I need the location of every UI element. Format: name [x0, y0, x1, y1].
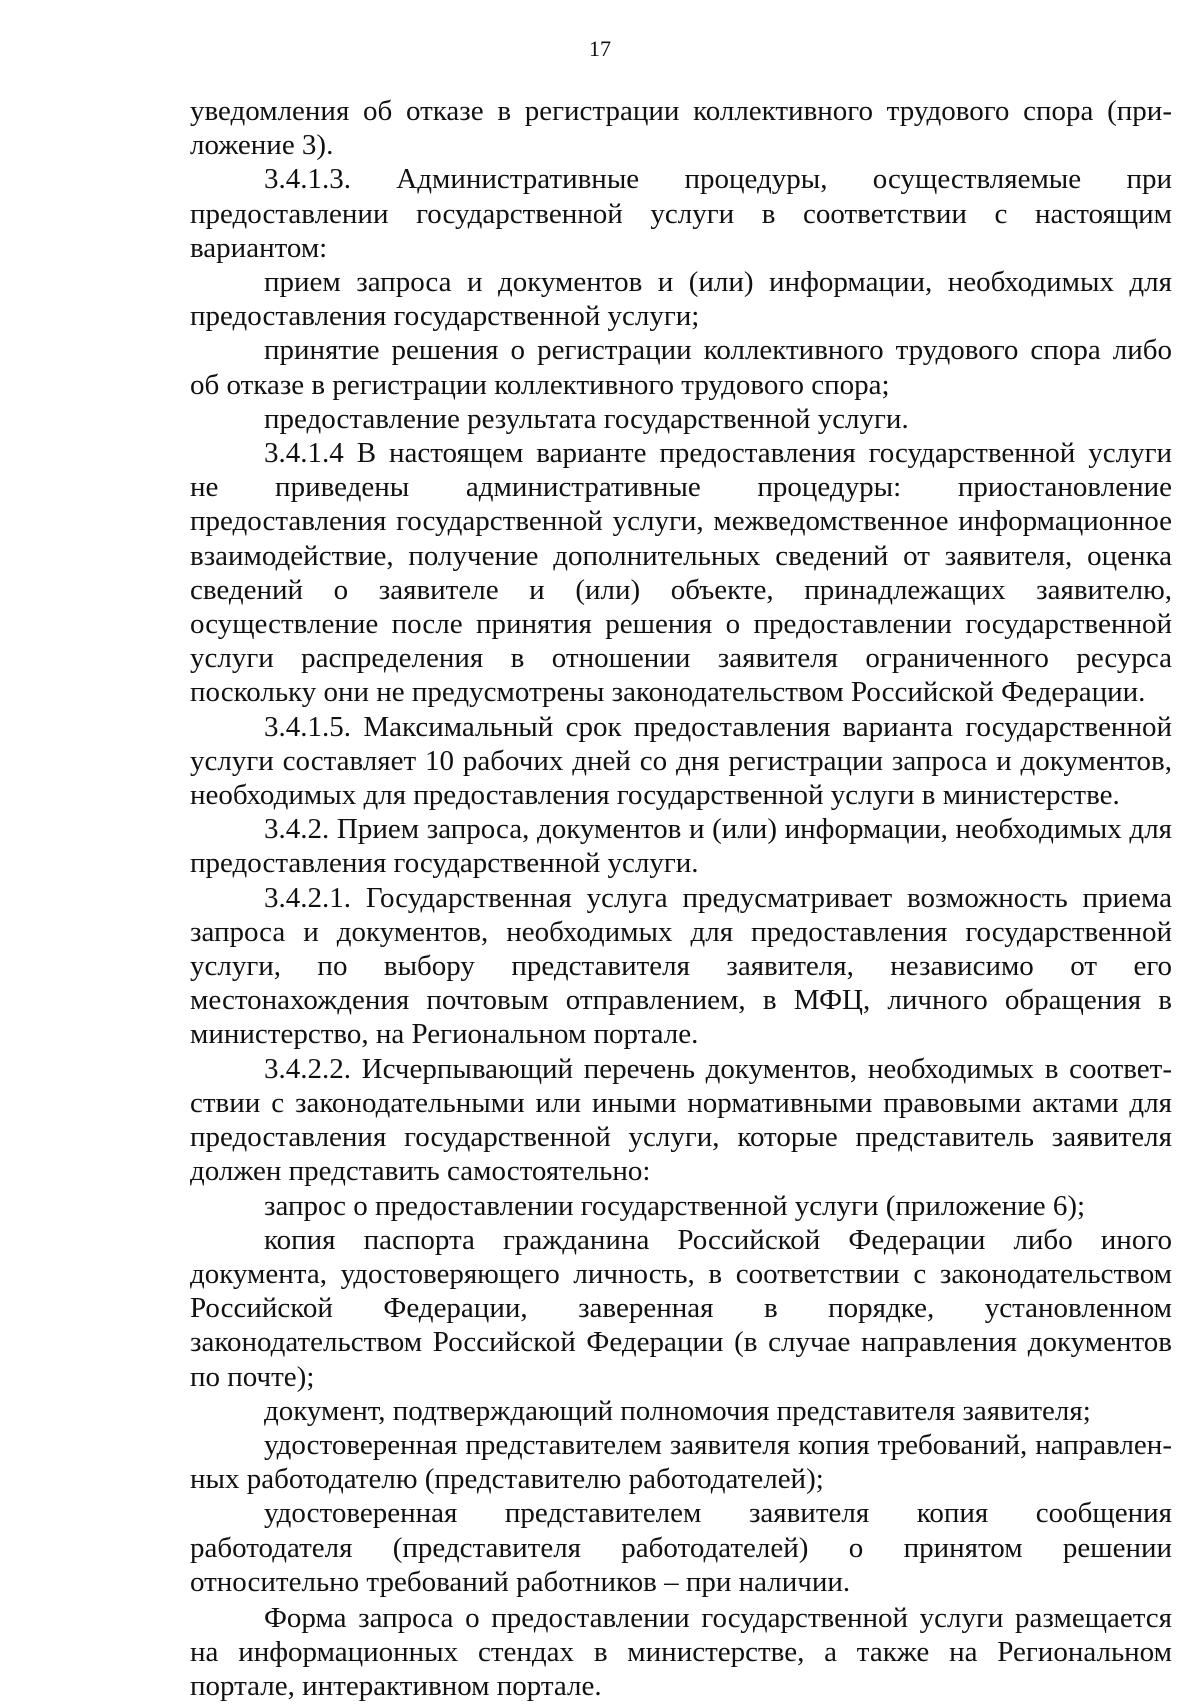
- page-number: 17: [589, 36, 611, 61]
- paragraph-3-4-2: 3.4.2. Прием запроса, документов и (или) информации, необходимых для предоставления государственной услуги.: [190, 813, 1172, 880]
- list-item-requirements-copy: удостоверенная представителем заявителя копия требований, направленных работодателю (представителю работодателей);: [190, 1428, 1172, 1496]
- paragraph-3-4-1-5: 3.4.1.5. Максимальный срок предоставления варианта государственной услуги составляет 10 рабочих дней со дня регистрации запроса и документов, необходимых для предоставления государственной услуги в министерстве.: [190, 710, 1172, 812]
- paragraph-3-4-1-4: 3.4.1.4 В настоящем варианте предоставления государственной услуги не приведены административные процедуры: приостановление предоставления государственной услуги, межведомственное информационное взаимодействие, получение дополнительных сведений от заявителя, оценка сведений о заявителе и (или) объекте, принадлежащих заявителю, осуществление после принятия решения о предоставлении государственной услуги распределения в отношении заявителя ограниченного ресурса поскольку они не предусмотрены законодательством Российской Федерации.: [190, 437, 1172, 709]
- list-item-passport-copy: копия паспорта гражданина Российской Федерации либо иного документа, удостоверяющего личность, в соответствии с законодательством Российской Федерации, заверенная в порядке, установленном законодательством Российской Федерации (в случае направления документов по почте);: [190, 1223, 1172, 1393]
- paragraph-request-form-placement: Форма запроса о предоставлении государственной услуги размещается на информационных стендах в министерстве, а также на Региональном портале, интерактивном портале.: [190, 1601, 1172, 1703]
- paragraph-3-4-1-3: 3.4.1.3. Административные процедуры, осуществляемые при предоставлении государственной услуги в соответствии с настоящим вариантом:: [190, 163, 1172, 264]
- list-item-request-acceptance: прием запроса и документов и (или) информации, необходимых для предоставления государственной услуги;: [190, 266, 1172, 333]
- list-item-result: предоставление результата государственной услуги.: [264, 402, 909, 435]
- paragraph-3-4-2-2: 3.4.2.2. Исчерпывающий перечень документов, необходимых в соответствии с законодательными или иными нормативными правовыми актами для предоставления государственной услуги, которые представитель заявителя должен представить самостоятельно:: [190, 1052, 1172, 1188]
- list-item-decision: принятие решения о регистрации коллективного трудового спора либо об отказе в регистрации коллективного трудового спора;: [190, 334, 1172, 401]
- document-body: [190, 94, 1172, 1704]
- list-item-authority-document: документ, подтверждающий полномочия представителя заявителя;: [264, 1394, 1091, 1427]
- list-item-employer-message-copy: удостоверенная представителем заявителя копия сообщения работодателя (представителя работодателей) о принятом решении относительно требований работников – при наличии.: [190, 1497, 1172, 1598]
- list-item-request-form: запрос о предоставлении государственной услуги (приложение 6);: [264, 1189, 1086, 1222]
- paragraph-continuation: уведомления об отказе в регистрации коллективного трудового спора (приложение 3).: [190, 95, 1172, 162]
- paragraph-3-4-2-1: 3.4.2.1. Государственная услуга предусматривает возможность приема запроса и документов, необходимых для предоставления государственной услуги, по выбору представителя заявителя, независимо от его местонахождения почтовым отправлением, в МФЦ, личного обращения в министерство, на Региональном портале.: [190, 881, 1172, 1051]
